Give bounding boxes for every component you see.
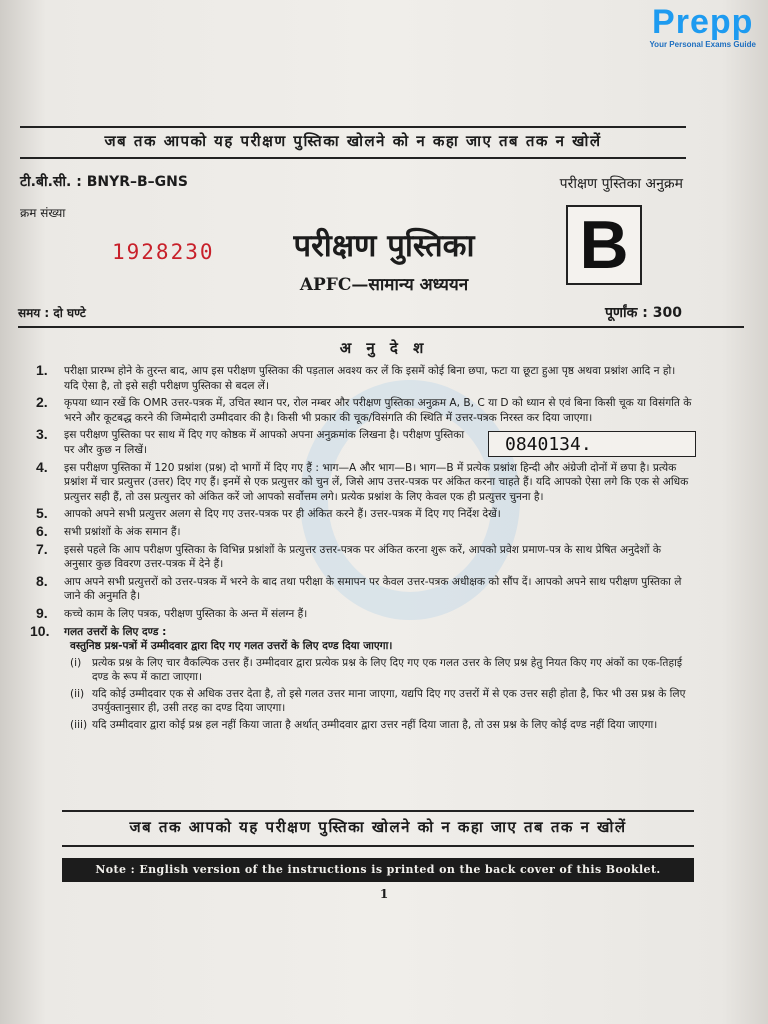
instruction-text: इस परीक्षण पुस्तिका में 120 प्रश्नांश (प्रश्न) दो भागों में दिए गए हैं : भाग—A और भाग—B। भाग—B में प्रत्येक प्रश्नांश हिन्दी और अंग्रेजी दोनों में छपा है। प्रत्येक प्रश्नांश में चार प्रत्युत्तर (उत्तर) दिए गए हैं। इनमें से एक प्रत्युत्तर को चुन लें, जिसे आप उत्तर-पत्रक पर अंकित करना चाहते हैं। यदि आपको ऐसा लगे कि एक से अधिक प्रत्युत्तर सही हैं, तो उस प्रत्युत्तर को अंकित करें जो आपको सर्वोत्तम लगे। प्रत्येक प्रश्नांश के लिए केवल एक ही प्रत्युत्तर चुनना है। [64, 461, 689, 503]
penalty-section [30, 622, 692, 733]
instruction-item [36, 396, 692, 425]
instruction-number: 8. [36, 572, 48, 589]
penalty-point-label: (ii) [70, 687, 85, 700]
total-marks: पूर्णांक : 300 [604, 305, 682, 321]
time-duration: समय : दो घण्टे [18, 306, 86, 320]
instruction-number: 9. [36, 604, 48, 621]
instruction-text: इस परीक्षण पुस्तिका पर साथ में दिए गए कोष्ठक में आपको अपना अनुक्रमांक लिखना है। परीक्षण पुस्तिका पर और कुछ न लिखें। [64, 429, 465, 456]
instruction-item [36, 458, 692, 505]
instructions-list [30, 362, 692, 736]
penalty-point-label: (i) [70, 656, 82, 669]
instruction-text: इससे पहले कि आप परीक्षण पुस्तिका के विभिन्न प्रश्नांशों के प्रत्युत्तर उत्तर-पत्रक पर अंकित करना शुरू करें, आपको प्रवेश प्रमाण-पत्र के साथ प्रेषित अनुदेशों के अनुसार कुछ विवरण उत्तर-पत्रक में देने हैं। [64, 543, 662, 571]
instructions-heading: अ नु दे श [339, 339, 429, 357]
instruction-text: परीक्षा प्रारम्भ होने के तुरन्त बाद, आप इस परीक्षण पुस्तिका की पड़ताल अवश्य कर लें कि इसमें कोई बिना छपा, फटा या छूटा हुआ पृष्ठ अथवा प्रश्नांश आदि न हो। यदि ऐसा है, तो इसे सही परीक्षण पुस्तिका से बदल लें। [64, 365, 676, 392]
penalty-point-label: (iii) [70, 719, 88, 732]
instruction-number: 10. [30, 622, 50, 639]
penalty-point [70, 656, 692, 685]
instruction-item [36, 522, 692, 540]
instruction-item [36, 507, 692, 522]
series-label: परीक्षण पुस्तिका अनुक्रम [559, 176, 683, 192]
serial-label: क्रम संख्या [20, 206, 66, 220]
bottom-warning-banner: जब तक आपको यह परीक्षण पुस्तिका खोलने को न कहा जाए तब तक न खोलें [129, 818, 627, 836]
instruction-item [36, 364, 692, 393]
serial-number: 1928230 [112, 240, 215, 264]
instruction-text: आप अपने सभी प्रत्युत्तरों को उत्तर-पत्रक में भरने के बाद तथा परीक्षा के समापन पर केवल उत्तर-पत्रक अधीक्षक को सौंप दें। आपको अपने साथ परीक्षण पुस्तिका ले जाने की अनुमति है। [64, 575, 682, 603]
top-warning-banner: जब तक आपको यह परीक्षण पुस्तिका खोलने को न कहा जाए तब तक न खोलें [104, 132, 602, 150]
instruction-number: 6. [36, 522, 48, 539]
instruction-number: 4. [36, 458, 48, 475]
logo-tagline: Your Personal Exams Guide [649, 40, 756, 49]
penalty-point-text: प्रत्येक प्रश्न के लिए चार वैकल्पिक उत्तर हैं। उम्मीदवार द्वारा प्रत्येक प्रश्न के लिए दिए गए एक गलत उत्तर के लिए प्रश्न हेतु नियत किए गए अंकों का एक-तिहाई दण्ड के रूप में काटा जाएगा। [92, 656, 683, 684]
penalty-point [70, 718, 692, 733]
instruction-number: 1. [36, 362, 48, 378]
english-version-note: Note : English version of the instructions is printed on the back cover of this Booklet. [62, 858, 694, 882]
page-title: परीक्षण पुस्तिका [293, 228, 475, 264]
instruction-text: सभी प्रश्नांशों के अंक समान हैं। [64, 525, 181, 538]
penalty-point [70, 687, 692, 716]
roll-number-box: 0840134. [488, 431, 696, 457]
bottom-rule-lower [62, 845, 694, 847]
page-number: 1 [379, 887, 389, 901]
instruction-text: आपको अपने सभी प्रत्युत्तर अलग से दिए गए उत्तर-पत्रक पर ही अंकित करने हैं। उत्तर-पत्रक में दिए गए निर्देश देखें। [64, 508, 501, 521]
instruction-item [36, 428, 692, 457]
series-letter-box: B [566, 205, 642, 285]
penalty-point-text: यदि उम्मीदवार द्वारा कोई प्रश्न हल नहीं किया जाता है अर्थात् उम्मीदवार द्वारा उत्तर नहीं दिया जाता है, तो उस प्रश्न के लिए कोई दण्ड नहीं दिया जाएगा। [92, 719, 658, 732]
penalty-title: गलत उत्तरों के लिए दण्ड : [64, 625, 167, 638]
bottom-rule [62, 810, 694, 812]
paper-subtitle: APFC—सामान्य अध्ययन [299, 275, 469, 295]
booklet-code: टी.बी.सी. : BNYR–B–GNS [20, 174, 188, 190]
penalty-point-text: यदि कोई उम्मीदवार एक से अधिक उत्तर देता है, तो इसे गलत उत्तर माना जाएगा, यद्यपि दिए गए उत्तरों में से एक उत्तर सही होता है, फिर भी उस प्रश्न के लिए उपर्युक्तानुसार ही, उसी तरह का दण्ड दिया जाएगा। [92, 687, 686, 715]
top-rule [20, 126, 686, 128]
instruction-item [36, 604, 692, 622]
prepp-logo [649, 4, 756, 49]
top-rule-lower [20, 157, 686, 159]
instruction-text: कृपया ध्यान रखें कि OMR उत्तर-पत्रक में, उचित स्थान पर, रोल नम्बर और परीक्षण पुस्तिका अनुक्रम A, B, C या D को ध्यान से एवं बिना किसी चूक या विसंगति के भरने और कूटबद्ध करने की जिम्मेदारी उम्मीदवार की है। किसी भी प्रकार की चूक/विसंगति की स्थिति में उत्तर-पत्रक निरस्त कर दिया जाएगा। [64, 397, 692, 424]
instruction-number: 7. [36, 540, 48, 557]
instruction-item [36, 572, 692, 604]
instruction-number: 5. [36, 505, 48, 522]
header-rule [18, 326, 744, 328]
instruction-number: 3. [36, 426, 48, 443]
instruction-number: 2. [36, 394, 48, 411]
logo-wordmark: Prepp [652, 3, 754, 41]
penalty-intro: वस्तुनिष्ठ प्रश्न-पत्रों में उम्मीदवार द्वारा दिए गए गलत उत्तरों के लिए दण्ड दिया जाएगा। [70, 640, 393, 653]
instruction-text: कच्चे काम के लिए पत्रक, परीक्षण पुस्तिका के अन्त में संलग्न हैं। [64, 607, 308, 620]
instruction-item [36, 540, 692, 572]
